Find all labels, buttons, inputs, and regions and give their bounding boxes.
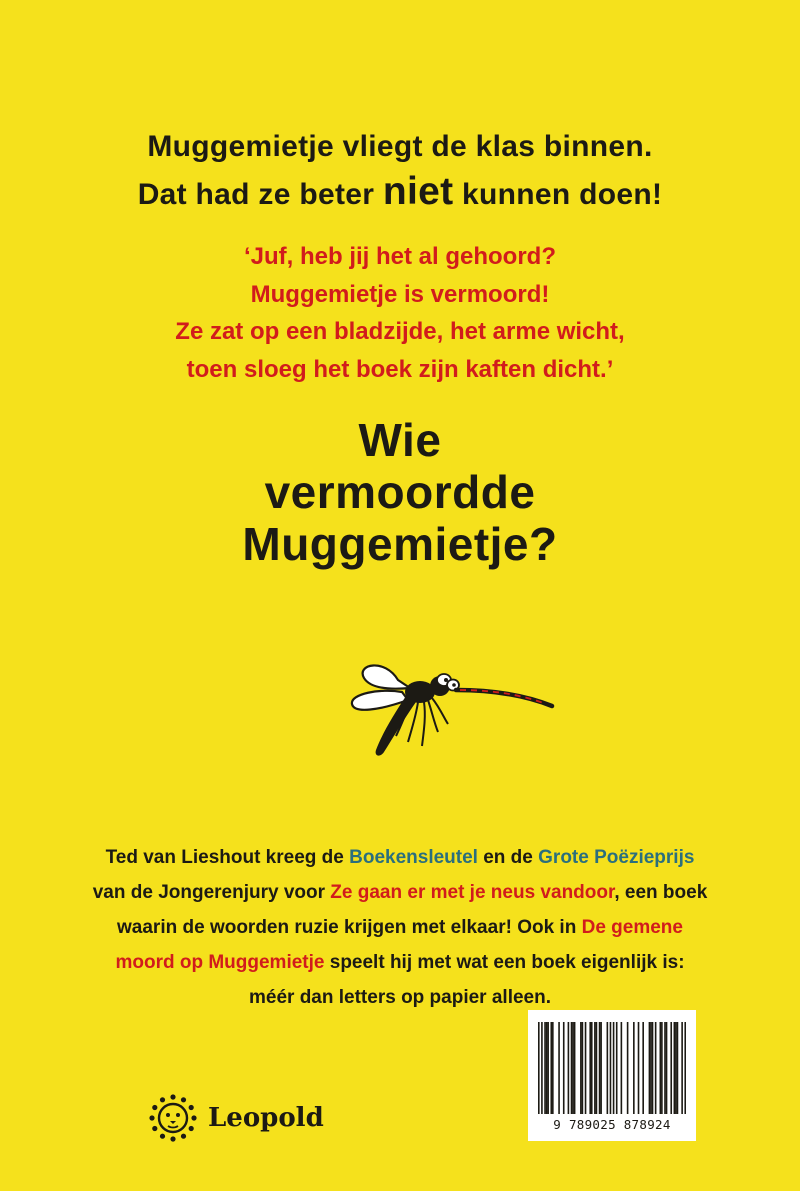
book-title: De gemene [581, 917, 683, 938]
barcode-bar [558, 1022, 560, 1114]
blurb-line [0, 840, 800, 875]
lion-icon [148, 1093, 198, 1143]
barcode-bar [650, 1022, 652, 1114]
barcode-bar [613, 1022, 615, 1114]
barcode-bar [594, 1022, 596, 1114]
barcode-bar [674, 1022, 676, 1114]
barcode-bar [670, 1022, 672, 1114]
barcode-bar [638, 1022, 640, 1114]
barcode-bar [574, 1022, 576, 1114]
blurb-text: en de [477, 847, 539, 868]
intro-line-2-start: Dat had ze beter [137, 178, 383, 211]
barcode-bar [666, 1022, 668, 1114]
barcode-bar [599, 1022, 601, 1114]
blurb-line [0, 875, 800, 910]
blurb-line [0, 910, 800, 945]
author-blurb [0, 840, 800, 1015]
blurb-text: Ted van Lieshout kreeg de [105, 847, 350, 868]
intro-line-2 [0, 169, 800, 217]
barcode-bar [563, 1022, 565, 1114]
barcode-bar [550, 1022, 552, 1114]
barcode-bar [610, 1022, 612, 1114]
award-boekensleutel: Boekensleutel [349, 847, 478, 868]
barcode-bar [538, 1022, 540, 1114]
barcode-bar [616, 1022, 618, 1114]
barcode-bar [544, 1022, 546, 1114]
poem-line: Muggemietje is vermoord! [250, 280, 550, 308]
blurb-text: speelt hij met wat een boek eigenlijk is: [324, 952, 685, 973]
blurb-text: , een boek [614, 882, 708, 903]
blurb-text: van de Jongerenjury voor [92, 882, 331, 903]
intro-line-2-end: kunnen doen! [453, 178, 663, 211]
barcode-bar [546, 1022, 548, 1114]
poem [0, 238, 800, 388]
intro-text [0, 124, 800, 217]
intro-line-1: Muggemietje vliegt de klas binnen. [147, 130, 653, 163]
question-line: Wie [358, 414, 442, 466]
barcode-bar [580, 1022, 582, 1114]
barcode-bar [627, 1022, 629, 1114]
barcode-bar [600, 1022, 602, 1114]
barcode-bar [571, 1022, 573, 1114]
barcode-bars [538, 1022, 686, 1114]
barcode-bar [552, 1022, 554, 1114]
mosquito-icon [340, 658, 560, 766]
barcode-bar [681, 1022, 683, 1114]
blurb-line [0, 945, 800, 980]
barcode-bar [591, 1022, 593, 1114]
intro-emphasis: niet [382, 170, 454, 213]
poem-line: Ze zat op een bladzijde, het arme wicht, [175, 318, 625, 345]
barcode-bar [589, 1022, 591, 1114]
blurb-text: waarin de woorden ruzie krijgen met elkaar! Ook in [117, 917, 582, 938]
barcode-bar [660, 1022, 662, 1114]
question-line: Muggemietje? [242, 518, 558, 570]
barcode-bar [684, 1022, 686, 1114]
award-grote-poezieprijs: Grote Poëzieprijs [538, 847, 695, 868]
barcode-bar [568, 1022, 570, 1114]
publisher-logo [148, 1090, 324, 1146]
book-title: moord op Muggemietje [115, 952, 325, 973]
barcode-bar [664, 1022, 666, 1114]
headline-question [0, 414, 800, 570]
barcode-bar [547, 1022, 549, 1114]
barcode-bar [607, 1022, 609, 1114]
barcode-bar [633, 1022, 635, 1114]
isbn-digits: 9 789025 878924 [553, 1117, 671, 1132]
barcode-bar [642, 1022, 644, 1114]
barcode-bar [661, 1022, 663, 1114]
barcode-bar [596, 1022, 598, 1114]
blurb-line: méér dan letters op papier alleen. [249, 987, 551, 1008]
barcode-bar [677, 1022, 679, 1114]
poem-line: toen sloeg het boek zijn kaften dicht.’ [186, 355, 614, 383]
barcode-bar [572, 1022, 574, 1114]
question-line: vermoordde [264, 466, 536, 518]
barcode-bar [621, 1022, 623, 1114]
barcode-bar [649, 1022, 651, 1114]
publisher-name: Leopold [208, 1103, 324, 1133]
barcode-bar [541, 1022, 543, 1114]
barcode-bar [655, 1022, 657, 1114]
book-title: Ze gaan er met je neus vandoor [330, 882, 615, 903]
barcode-bar [582, 1022, 584, 1114]
barcode-bar [675, 1022, 677, 1114]
isbn-barcode [528, 1010, 696, 1141]
barcode-bar [652, 1022, 654, 1114]
barcode-bar [585, 1022, 587, 1114]
poem-line: ‘Juf, heb jij het al gehoord? [243, 243, 556, 270]
